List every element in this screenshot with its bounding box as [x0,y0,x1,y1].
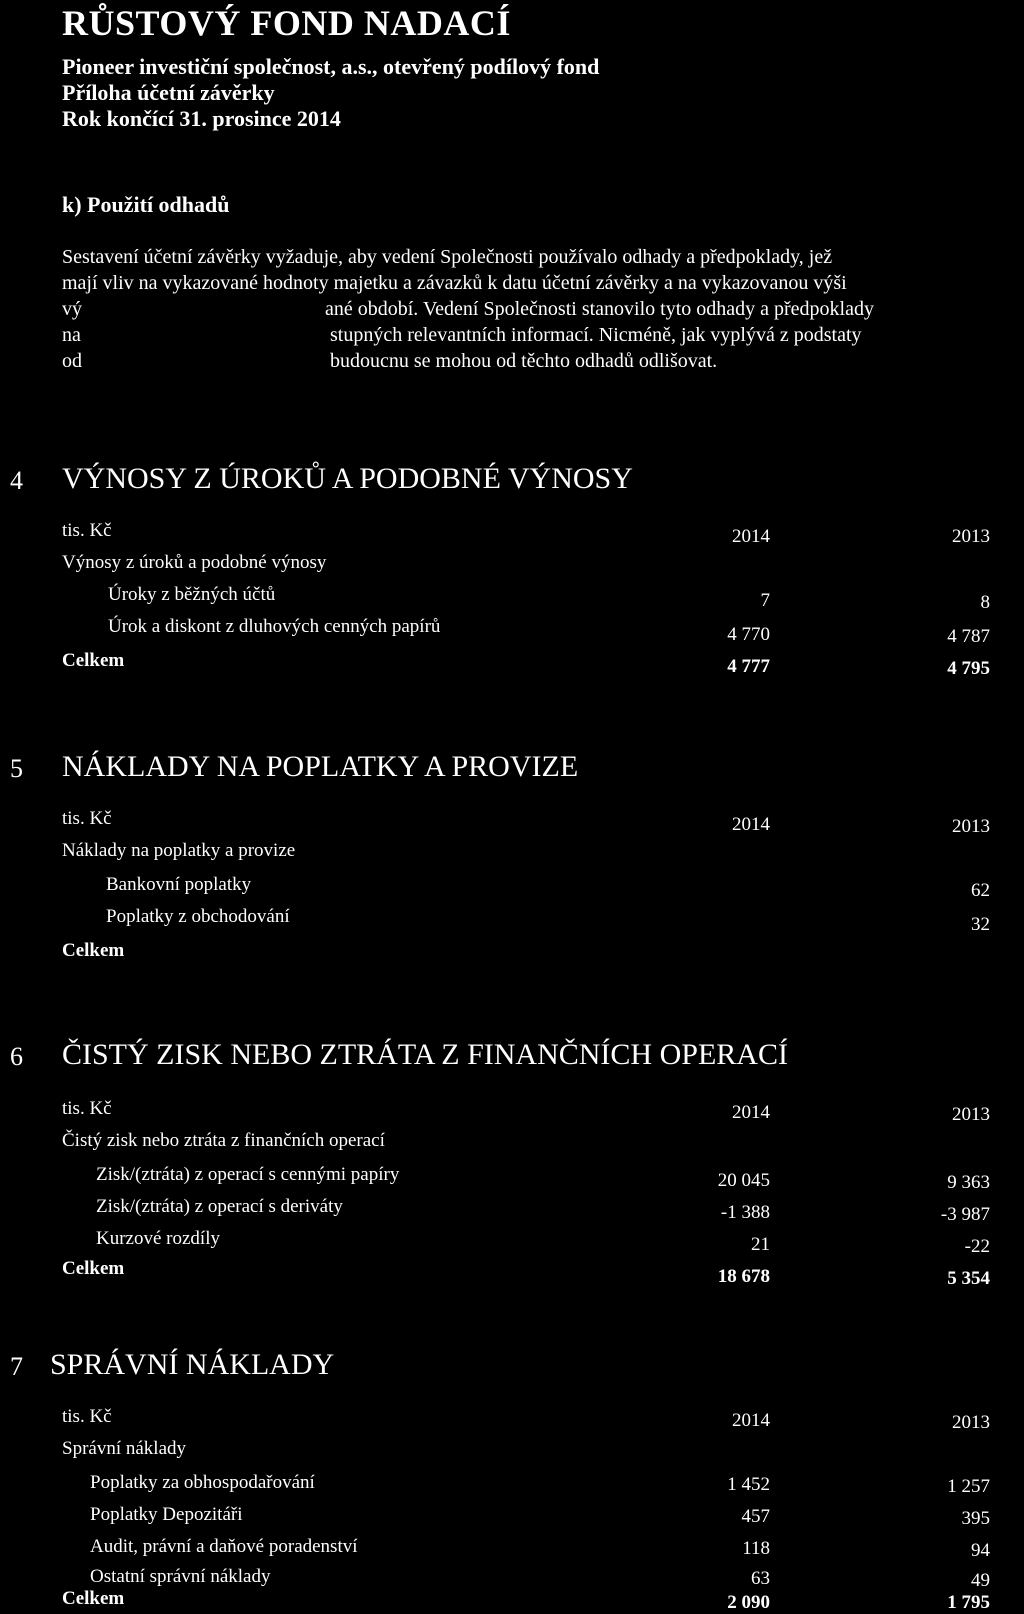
section-4-row-2-2013: 4 787 [947,626,990,647]
section-7-number: 7 [10,1352,23,1381]
section-6-row-3-label: Kurzové rozdíly [96,1228,220,1249]
section-6-year-2014: 2014 [732,1102,770,1123]
section-7-row-2-2013: 395 [961,1508,990,1529]
section-7-row-4-2014: 63 [751,1568,770,1589]
estimates-line-5b: budoucnu se mohou od těchto odhadů odlišovat. [330,350,718,372]
section-4-total-label: Celkem [62,650,125,671]
section-4-row-1-2014: 7 [760,590,770,611]
section-4-total-2014: 4 777 [727,656,770,677]
section-6-row-2-2014: -1 388 [720,1202,770,1223]
section-5-year-2013: 2013 [952,816,990,837]
section-6-row-1-2014: 20 045 [717,1170,770,1191]
section-6-group: Čistý zisk nebo ztráta z finančních operací [62,1130,385,1151]
section-6-total-2013: 5 354 [947,1268,990,1289]
section-4-year-2013: 2013 [952,526,990,547]
section-5-row-2-2013: 32 [971,914,990,935]
fund-name: Pioneer investiční společnost, a.s., otevřený podílový fond [62,54,600,79]
section-7-row-1-label: Poplatky za obhospodařování [90,1472,315,1493]
section-4-number: 4 [10,466,23,495]
section-4-title: VÝNOSY Z ÚROKŮ A PODOBNÉ VÝNOSY [62,462,633,495]
estimates-heading: k) Použití odhadů [62,192,230,217]
section-7-total-label: Celkem [62,1588,125,1609]
section-4-group: Výnosy z úroků a podobné výnosy [62,552,327,573]
section-5-year-2014: 2014 [732,814,770,835]
section-4-total-2013: 4 795 [947,658,990,679]
section-7-row-3-2013: 94 [971,1540,990,1561]
section-5-total-label: Celkem [62,940,125,961]
section-6-year-2013: 2013 [952,1104,990,1125]
section-7-total-2014: 2 090 [727,1592,770,1613]
section-6-row-2-2013: -3 987 [940,1204,990,1225]
section-4-row-2-label: Úrok a diskont z dluhových cenných papírů [108,616,441,637]
estimates-line-5a: od [62,350,82,372]
section-4-unit: tis. Kč [62,520,112,541]
estimates-line-1: Sestavení účetní závěrky vyžaduje, aby vedení Společnosti používalo odhady a předpoklady, jež [62,246,833,268]
section-7-row-1-2013: 1 257 [947,1476,990,1497]
section-7-total-2013: 1 795 [947,1592,990,1613]
section-7-row-4-2013: 49 [971,1570,990,1591]
estimates-line-2: mají vliv na vykazované hodnoty majetku a závazků k datu účetní závěrky a na vykazovanou výši [62,272,847,294]
section-7-title: SPRÁVNÍ NÁKLADY [50,1348,335,1381]
section-7-year-2013: 2013 [952,1412,990,1433]
section-6-row-2-label: Zisk/(ztráta) z operací s deriváty [96,1196,343,1217]
section-7-row-1-2014: 1 452 [727,1474,770,1495]
section-7-row-3-2014: 118 [742,1538,770,1559]
section-7-row-4-label: Ostatní správní náklady [90,1566,271,1587]
section-5-row-1-2013: 62 [971,880,990,901]
section-4-year-2014: 2014 [732,526,770,547]
section-7-row-2-label: Poplatky Depozitáři [90,1504,243,1525]
section-7-year-2014: 2014 [732,1410,770,1431]
section-6-title: ČISTÝ ZISK NEBO ZTRÁTA Z FINANČNÍCH OPERACÍ [62,1038,788,1071]
section-6-total-label: Celkem [62,1258,125,1279]
section-6-row-3-2014: 21 [751,1234,770,1255]
period-label: Rok končící 31. prosince 2014 [62,106,341,131]
section-7-unit: tis. Kč [62,1406,112,1427]
section-6-row-1-label: Zisk/(ztráta) z operací s cennými papíry [96,1164,400,1185]
estimates-line-4a: na [62,324,81,346]
section-6-unit: tis. Kč [62,1098,112,1119]
section-5-number: 5 [10,754,23,783]
estimates-line-3b: ané období. Vedení Společnosti stanovilo tyto odhady a předpoklady [325,298,874,320]
document-title: RŮSTOVÝ FOND NADACÍ [62,3,511,43]
section-5-row-1-label: Bankovní poplatky [106,874,252,895]
section-7-group: Správní náklady [62,1438,187,1459]
section-4-row-2-2014: 4 770 [727,624,770,645]
section-5-group: Náklady na poplatky a provize [62,840,296,861]
section-6-row-3-2013: -22 [964,1236,990,1257]
attachment-label: Příloha účetní závěrky [62,80,275,105]
section-5-title: NÁKLADY NA POPLATKY A PROVIZE [62,750,579,783]
section-7-row-2-2014: 457 [741,1506,770,1527]
section-6-row-1-2013: 9 363 [947,1172,990,1193]
section-4-row-1-label: Úroky z běžných účtů [108,584,276,605]
section-6-total-2014: 18 678 [717,1266,770,1287]
section-5-unit: tis. Kč [62,808,112,829]
estimates-line-4b: stupných relevantních informací. Nicméně, jak vyplývá z podstaty [330,324,862,346]
estimates-line-3a: vý [62,298,82,320]
section-6-number: 6 [10,1042,23,1071]
section-7-row-3-label: Audit, právní a daňové poradenství [90,1536,358,1557]
section-5-row-2-label: Poplatky z obchodování [106,906,290,927]
section-4-row-1-2013: 8 [980,592,990,613]
